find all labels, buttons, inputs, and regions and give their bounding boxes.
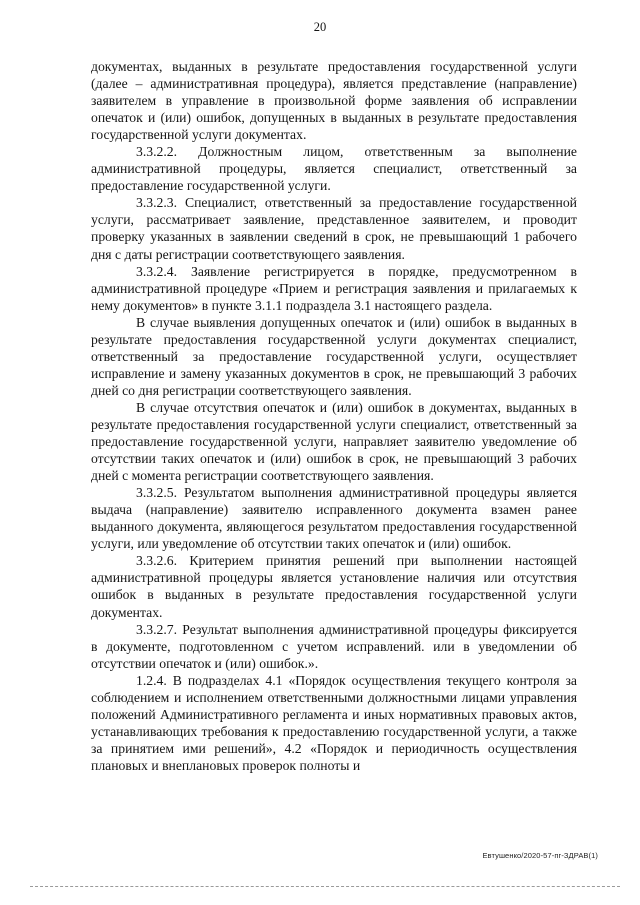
bottom-divider: [30, 886, 620, 887]
paragraph-1-2-4: 1.2.4. В подразделах 4.1 «Порядок осуществления текущего контроля за соблюдением и исполнением ответственными должностными лицами управления положений Административного регламента и иных нормативных правовых актов, устанавливающих требования к предоставлению государственной услуги, а также за принятием ими решений», 4.2 «Порядок и периодичность осуществления плановых и внеплановых проверок полноты и: [91, 672, 577, 773]
footer-document-code: Евтушенко/2020-57-пг-ЗДРАВ(1): [482, 851, 598, 860]
paragraph-continuation: документах, выданных в результате предоставления государственной услуги (далее – административная процедура), является представление (направление) заявителем в управление в произвольной форме заявления об исправлении опечаток и (или) ошибок, допущенных в выданных в результате предоставления государственной услуги документах.: [91, 59, 577, 143]
paragraph-3-3-2-7: 3.3.2.7. Результат выполнения административной процедуры фиксируется в документе, подготовленном с учетом исправлений. или в уведомлении об отсутствии опечаток и (или) ошибок.».: [91, 621, 577, 671]
paragraph-no-errors: В случае отсутствия опечаток и (или) ошибок в документах, выданных в результате предоставления государственной услуги специалист, ответственный за предоставление государственной услуги, направляет заявителю уведомление об отсутствии таких опечаток и (или) ошибок в срок, не превышающий 3 рабочих дней с момента регистрации соответствующего заявления.: [91, 399, 577, 484]
paragraph-3-3-2-5: 3.3.2.5. Результатом выполнения административной процедуры является выдача (направление) заявителю исправленного документа взамен ранее выданного документа, являющегося результатом предоставления государственной услуги, или уведомление об отсутствии таких опечаток и (или) ошибок.: [91, 485, 577, 552]
page-number: 20: [313, 20, 327, 34]
document-body: [91, 58, 577, 774]
paragraph-3-3-2-6: 3.3.2.6. Критерием принятия решений при выполнении настоящей административной процедуры является установление наличия или отсутствия ошибок в выданных в результате предоставления государственной услуги документах.: [91, 553, 577, 620]
paragraph-3-3-2-4: 3.3.2.4. Заявление регистрируется в порядке, предусмотренном в административной процедуре «Прием и регистрация заявления и прилагаемых к нему документов» в пункте 3.1.1 подраздела 3.1 настоящего раздела.: [91, 263, 577, 313]
paragraph-3-3-2-3: 3.3.2.3. Специалист, ответственный за предоставление государственной услуги, рассматривает заявление, представленное заявителем, и проводит проверку указанных в заявлении сведений в срок, не превышающий 1 рабочего дня с даты регистрации соответствующего заявления.: [91, 195, 577, 262]
paragraph-3-3-2-2: 3.3.2.2. Должностным лицом, ответственным за выполнение административной процедуры, является специалист, ответственный за предоставление государственной услуги.: [91, 144, 577, 194]
paragraph-errors-found: В случае выявления допущенных опечаток и (или) ошибок в выданных в результате предоставления государственной услуги документах специалист, ответственный за предоставление государственной услуги, осуществляет исправление и замену указанных документов в срок, не превышающий 3 рабочих дней со дня регистрации соответствующего заявления.: [91, 314, 577, 398]
